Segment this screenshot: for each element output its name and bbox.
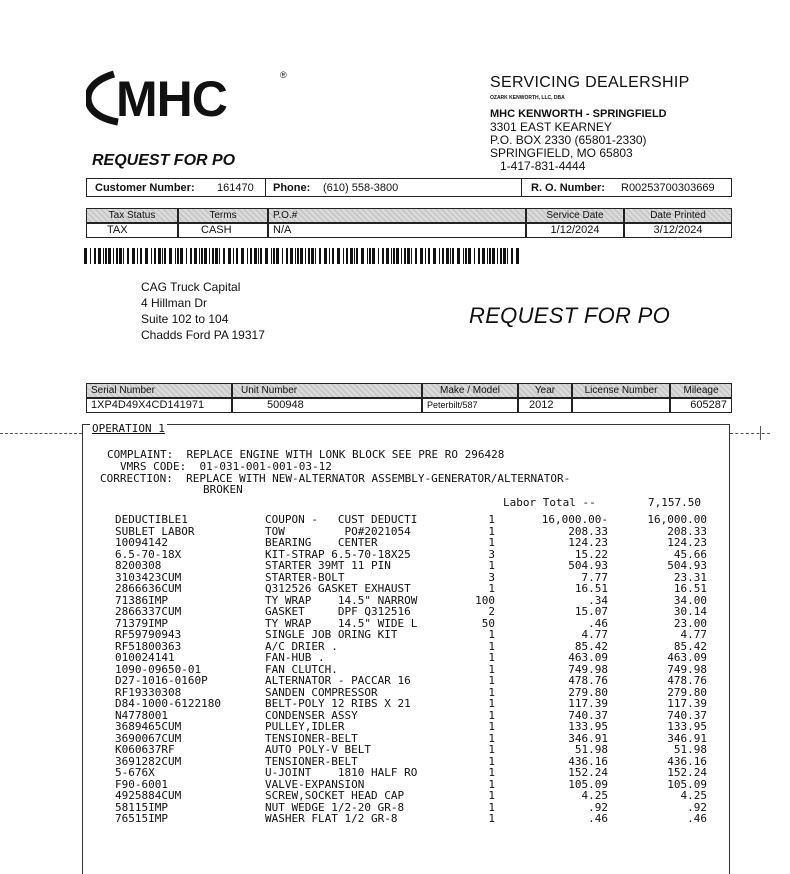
correction-line: CORRECTION: REPLACE WITH NEW-ALTERNATOR ASSEMBLY-GENERATOR/ALTERNATOR- [100, 472, 571, 485]
unit-price: 4.25 [581, 789, 608, 802]
quantity: 1 [488, 685, 495, 699]
customer-number-label: Customer Number: [95, 182, 195, 194]
part-description: FAN-HUB . [265, 651, 325, 664]
line-total: 346.91 [667, 731, 707, 745]
customer-row [86, 178, 732, 197]
part-number: N4778001 [115, 708, 168, 722]
quantity: 1 [488, 639, 495, 653]
part-number: D27-1016-0160P [115, 674, 208, 687]
unit-price: 152.24 [568, 766, 608, 779]
part-description: U-JOINT 1810 HALF RO [265, 766, 418, 779]
unit-price: 105.09 [568, 777, 608, 791]
quantity: 1 [488, 789, 495, 802]
service-date-header: Service Date [526, 208, 624, 223]
quantity: 1 [488, 674, 495, 687]
quantity: 1 [488, 812, 495, 825]
mileage-header: Mileage [670, 383, 732, 398]
table-row [0, 675, 790, 687]
license-number-value [572, 398, 670, 413]
line-total: 279.80 [667, 685, 707, 699]
unit-price: 124.23 [568, 536, 608, 549]
part-description: TENSIONER-BELT [265, 731, 358, 745]
line-total: 45.66 [673, 547, 707, 561]
line-total: 124.23 [667, 536, 707, 549]
line-total: 436.16 [667, 754, 707, 768]
part-number: 10094142 [115, 536, 168, 549]
part-number: 2866337CUM [115, 605, 182, 618]
customer-number: 161470 [217, 182, 254, 194]
unit-price: 279.80 [568, 685, 608, 699]
quantity: 1 [488, 536, 495, 549]
line-total: 208.33 [667, 524, 707, 538]
part-description: ALTERNATOR - PACCAR 16 [265, 674, 411, 687]
unit-price: .34 [588, 593, 608, 607]
dealer-legal: OZARK KENWORTH, LLC, DBA [490, 95, 565, 101]
po-value: N/A [268, 223, 526, 238]
unit-price: 436.16 [568, 754, 608, 768]
part-number: 71379IMP [115, 616, 168, 630]
quantity: 1 [488, 743, 495, 756]
mileage-value: 605287 [670, 398, 732, 413]
quantity: 50 [481, 616, 495, 630]
part-number: 010024141 [115, 651, 175, 664]
line-total: 4.77 [680, 628, 707, 641]
part-number: 76515IMP [115, 812, 168, 825]
part-number: D84-1000-6122180 [115, 697, 221, 710]
phone-value: (610) 558-3800 [323, 182, 399, 194]
unit-price: 133.95 [568, 720, 608, 733]
quantity: 1 [488, 754, 495, 768]
part-description: TY WRAP 14.5" WIDE L [265, 616, 418, 630]
part-description: SANDEN COMPRESSOR [265, 685, 378, 699]
quantity: 1 [488, 662, 495, 676]
part-number: 71386IMP [115, 593, 168, 607]
license-number-header: License Number [572, 383, 670, 398]
part-description: KIT-STRAP 6.5-70-18X25 [265, 547, 411, 561]
unit-price: .46 [588, 812, 608, 825]
line-total: 4.25 [680, 789, 707, 802]
part-number: 2866636CUM [115, 582, 182, 595]
table-row [0, 744, 790, 756]
bill-to-line: Chadds Ford PA 19317 [141, 328, 265, 342]
ro-number: R00253700303669 [621, 182, 715, 194]
mhc-logo [86, 66, 296, 128]
dealer-address [490, 108, 667, 173]
part-description: TOW PO#2021054 [265, 524, 411, 538]
labor-total-label: Labor Total -- [503, 496, 596, 509]
quantity: 1 [488, 524, 495, 538]
tax-status-header: Tax Status [86, 208, 178, 223]
part-number: SUBLET LABOR [115, 524, 195, 538]
part-description: NUT WEDGE 1/2-20 GR-8 [265, 800, 405, 814]
vehicle-grid [86, 383, 732, 415]
table-row [0, 606, 790, 618]
part-number: DEDUCTIBLE1 [115, 513, 188, 526]
vmrs-line: VMRS CODE: 01-031-001-001-03-12 [120, 460, 332, 473]
unit-price: 15.22 [574, 547, 608, 561]
part-number: 58115IMP [115, 800, 168, 814]
line-total: 51.98 [673, 743, 707, 756]
quantity: 3 [488, 547, 495, 561]
line-total: 740.37 [667, 708, 707, 722]
line-total: 117.39 [667, 697, 707, 710]
dealer-street: 3301 EAST KEARNEY [490, 120, 612, 134]
part-number: 6.5-70-18X [115, 547, 182, 561]
logo-text: MHC [116, 71, 227, 127]
unit-price: 15.07 [574, 605, 608, 618]
quantity: 1 [488, 628, 495, 641]
ro-number-label: R. O. Number: [531, 182, 605, 194]
complaint-line: COMPLAINT: REPLACE ENGINE WITH LONK BLOCK SEE PRE RO 296428 [107, 448, 505, 461]
make-model-header: Make / Model [422, 383, 518, 398]
tax-grid [86, 208, 732, 240]
part-description: FAN CLUTCH. [265, 662, 338, 676]
part-number: RF59790943 [115, 628, 182, 641]
table-row [0, 721, 790, 733]
line-total: .92 [687, 800, 707, 814]
line-total: 749.98 [667, 662, 707, 676]
table-row [0, 583, 790, 595]
table-row [0, 767, 790, 779]
part-number: RF19330308 [115, 685, 182, 699]
part-number: RF51800363 [115, 639, 182, 653]
quantity: 1 [488, 766, 495, 779]
unit-price: .46 [588, 616, 608, 630]
bill-to-address [141, 279, 265, 343]
quantity: 1 [488, 720, 495, 733]
dealer-pobox: P.O. BOX 2330 (65801-2330) [490, 133, 647, 147]
terms-header: Terms [178, 208, 268, 223]
quantity: 1 [488, 651, 495, 664]
table-row [0, 652, 790, 664]
serial-number-header: Serial Number [86, 383, 232, 398]
quantity: 100 [475, 593, 495, 607]
dealer-city: SPRINGFIELD, MO 65803 [490, 146, 633, 160]
make-model-value: Peterbilt/587 [422, 398, 518, 413]
unit-price: 7.77 [581, 570, 608, 584]
terms-value: CASH [178, 223, 268, 238]
document-title: REQUEST FOR PO [92, 152, 236, 169]
part-number: 3691282CUM [115, 754, 182, 768]
part-description: CONDENSER ASSY [265, 708, 358, 722]
part-description: PULLEY,IDLER [265, 720, 345, 733]
quantity: 1 [488, 777, 495, 791]
unit-price: 346.91 [568, 731, 608, 745]
operation-label: OPERATION 1 [92, 422, 165, 435]
year-value: 2012 [518, 398, 572, 413]
logo-mark: ® [280, 70, 287, 80]
line-total: 34.00 [673, 593, 707, 607]
request-title: REQUEST FOR PO [469, 303, 670, 328]
table-row [0, 514, 790, 526]
po-header: P.O.# [268, 208, 526, 223]
part-description: STARTER-BOLT [265, 570, 345, 584]
date-printed-header: Date Printed [624, 208, 732, 223]
phone-label: Phone: [273, 182, 311, 194]
table-row [0, 560, 790, 572]
dealer-heading: SERVICING DEALERSHIP [490, 74, 690, 91]
part-description: TY WRAP 14.5" NARROW [265, 593, 418, 607]
unit-price: 504.93 [568, 559, 608, 572]
part-description: SCREW,SOCKET HEAD CAP [265, 789, 405, 802]
quantity: 3 [488, 570, 495, 584]
line-total: 23.31 [673, 570, 707, 584]
part-number: 1090-09650-01 [115, 662, 202, 676]
unit-price: 749.98 [568, 662, 608, 676]
part-description: Q312526 GASKET EXHAUST [265, 582, 411, 595]
unit-price: .92 [588, 800, 608, 814]
quantity: 1 [488, 731, 495, 745]
part-number: 4925884CUM [115, 789, 182, 802]
part-number: 3103423CUM [115, 570, 182, 584]
serial-number-value: 1XP4D49X4CD141971 [86, 398, 232, 413]
part-description: A/C DRIER . [265, 639, 338, 653]
table-row [0, 537, 790, 549]
line-total: 23.00 [673, 616, 707, 630]
barcode [84, 248, 522, 264]
part-description: GASKET DPF Q312516 [265, 605, 411, 618]
line-total: 504.93 [667, 559, 707, 572]
part-number: 5-676X [115, 766, 155, 779]
bill-to-line: 4 Hillman Dr [141, 296, 208, 310]
line-total: 105.09 [667, 777, 707, 791]
unit-price: 16.51 [574, 582, 608, 595]
year-header: Year [518, 383, 572, 398]
table-row [0, 629, 790, 641]
unit-price: 4.77 [581, 628, 608, 641]
dealer-phone: 1-417-831-4444 [500, 159, 586, 173]
line-total: 133.95 [667, 720, 707, 733]
line-total: 30.14 [673, 605, 707, 618]
part-description: BELT-POLY 12 RIBS X 21 [265, 697, 411, 710]
service-date-value: 1/12/2024 [526, 223, 624, 238]
quantity: 2 [488, 605, 495, 618]
line-total: 463.09 [667, 651, 707, 664]
line-total: 16.51 [673, 582, 707, 595]
table-row [0, 698, 790, 710]
labor-total-value: 7,157.50 [648, 496, 701, 509]
line-total: 85.42 [673, 639, 707, 653]
dealer-name: MHC KENWORTH - SPRINGFIELD [490, 108, 667, 120]
unit-price: 478.76 [568, 674, 608, 687]
quantity: 1 [488, 559, 495, 572]
quantity: 1 [488, 708, 495, 722]
unit-number-header: Unit Number [232, 383, 422, 398]
line-total: 152.24 [667, 766, 707, 779]
unit-price: 740.37 [568, 708, 608, 722]
part-number: K060637RF [115, 743, 175, 756]
part-description: STARTER 39MT 11 PIN [265, 559, 391, 572]
tax-status-value: TAX [86, 223, 178, 238]
line-total: 16,000.00 [647, 513, 707, 526]
bill-to-line: CAG Truck Capital [141, 280, 241, 294]
part-description: AUTO POLY-V BELT [265, 743, 371, 756]
part-number: 3690067CUM [115, 731, 182, 745]
quantity: 1 [488, 800, 495, 814]
part-description: SINGLE JOB ORING KIT [265, 628, 398, 641]
unit-price: 16,000.00- [541, 513, 608, 526]
part-description: BEARING CENTER [265, 536, 378, 549]
part-number: F90-6001 [115, 777, 168, 791]
part-description: COUPON - CUST DEDUCTI [265, 513, 418, 526]
quantity: 1 [488, 582, 495, 595]
table-row [0, 790, 790, 802]
unit-price: 463.09 [568, 651, 608, 664]
part-description: TENSIONER-BELT [265, 754, 358, 768]
date-printed-value: 3/12/2024 [624, 223, 732, 238]
unit-number-value: 500948 [232, 398, 422, 413]
unit-price: 117.39 [568, 697, 608, 710]
table-row [0, 813, 790, 825]
bill-to-line: Suite 102 to 104 [141, 312, 229, 326]
unit-price: 208.33 [568, 524, 608, 538]
part-number: 8200308 [115, 559, 162, 572]
part-description: WASHER FLAT 1/2 GR-8 [265, 812, 398, 825]
correction-continued: BROKEN [203, 483, 243, 496]
line-total: .46 [687, 812, 707, 825]
unit-price: 51.98 [574, 743, 608, 756]
part-number: 3689465CUM [115, 720, 182, 733]
unit-price: 85.42 [574, 639, 608, 653]
quantity: 1 [488, 513, 495, 526]
part-description: VALVE-EXPANSION [265, 777, 365, 791]
quantity: 1 [488, 697, 495, 710]
line-total: 478.76 [667, 674, 707, 687]
